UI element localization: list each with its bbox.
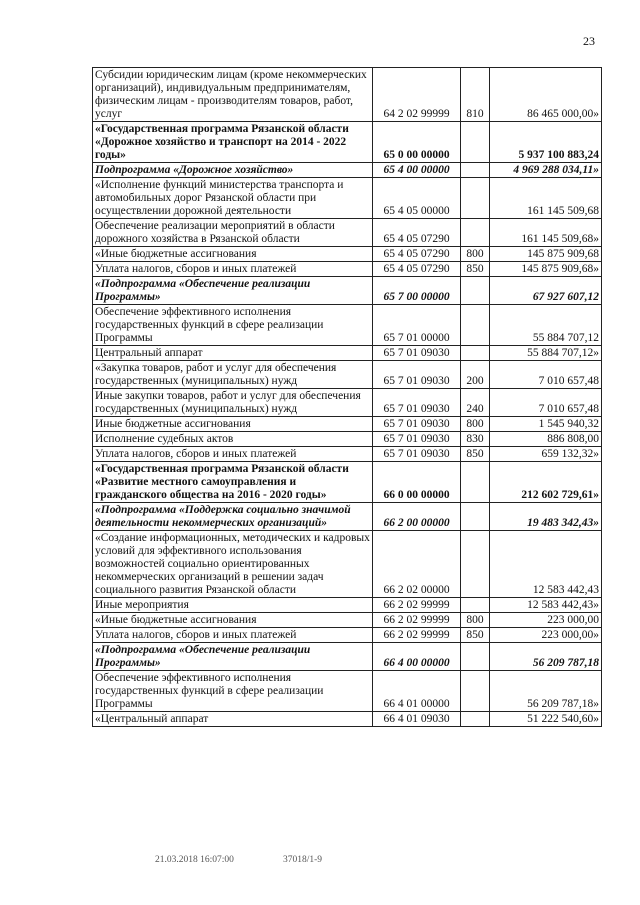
row-code-cell: 65 7 01 09030 — [373, 447, 461, 462]
row-amount-cell: 19 483 342,43» — [490, 503, 602, 531]
row-code-cell: 65 7 01 09030 — [373, 389, 461, 417]
row-name-cell: Субсидии юридическим лицам (кроме некоммерческих организаций), индивидуальным предпринимателям, физическим лицам - производителям товаров, работ, услуг — [93, 68, 373, 122]
row-amount-cell: 55 884 707,12» — [490, 346, 602, 361]
row-code-cell: 66 0 00 00000 — [373, 462, 461, 503]
row-vr-cell — [461, 462, 490, 503]
row-vr-cell: 810 — [461, 68, 490, 122]
row-vr-cell — [461, 643, 490, 671]
row-vr-cell: 240 — [461, 389, 490, 417]
row-code-cell: 65 7 00 00000 — [373, 277, 461, 305]
table-row — [93, 462, 602, 503]
row-name-cell: «Исполнение функций министерства транспорта и автомобильных дорог Рязанской области при осуществлении дорожной деятельности — [93, 178, 373, 219]
row-amount-cell: 145 875 909,68 — [490, 247, 602, 262]
row-code-cell: 66 2 02 99999 — [373, 598, 461, 613]
row-amount-cell: 7 010 657,48 — [490, 389, 602, 417]
table-row — [93, 247, 602, 262]
table-row — [93, 68, 602, 122]
row-vr-cell — [461, 346, 490, 361]
row-code-cell: 66 2 02 99999 — [373, 628, 461, 643]
row-code-cell: 66 2 00 00000 — [373, 503, 461, 531]
row-amount-cell: 223 000,00 — [490, 613, 602, 628]
table-row — [93, 643, 602, 671]
row-amount-cell: 55 884 707,12 — [490, 305, 602, 346]
row-amount-cell: 145 875 909,68» — [490, 262, 602, 277]
table-row — [93, 432, 602, 447]
footer-datetime: 21.03.2018 16:07:00 — [155, 855, 234, 865]
table-row — [93, 503, 602, 531]
row-amount-cell: 67 927 607,12 — [490, 277, 602, 305]
table-row — [93, 163, 602, 178]
row-name-cell: Обеспечение реализации мероприятий в области дорожного хозяйства в Рязанской области — [93, 219, 373, 247]
row-amount-cell: 12 583 442,43 — [490, 531, 602, 598]
row-amount-cell: 56 209 787,18 — [490, 643, 602, 671]
row-amount-cell: 223 000,00» — [490, 628, 602, 643]
table-row — [93, 361, 602, 389]
row-name-cell: «Иные бюджетные ассигнования — [93, 613, 373, 628]
row-amount-cell: 886 808,00 — [490, 432, 602, 447]
row-name-cell: Уплата налогов, сборов и иных платежей — [93, 628, 373, 643]
row-name-cell: Иные мероприятия — [93, 598, 373, 613]
row-amount-cell: 5 937 100 883,24 — [490, 122, 602, 163]
row-amount-cell: 1 545 940,32 — [490, 417, 602, 432]
row-amount-cell: 56 209 787,18» — [490, 671, 602, 712]
row-vr-cell — [461, 503, 490, 531]
table-row — [93, 389, 602, 417]
table-row — [93, 277, 602, 305]
table-row — [93, 262, 602, 277]
row-code-cell: 66 4 00 00000 — [373, 643, 461, 671]
table-row — [93, 178, 602, 219]
budget-table — [92, 67, 602, 727]
row-name-cell: «Иные бюджетные ассигнования — [93, 247, 373, 262]
footer-doc-number: 37018/1-9 — [283, 855, 323, 865]
table-row — [93, 712, 602, 727]
row-name-cell: Уплата налогов, сборов и иных платежей — [93, 262, 373, 277]
budget-table-body — [93, 68, 602, 727]
table-row — [93, 346, 602, 361]
row-vr-cell — [461, 219, 490, 247]
row-name-cell: «Подпрограмма «Обеспечение реализации Программы» — [93, 643, 373, 671]
row-name-cell: Подпрограмма «Дорожное хозяйство» — [93, 163, 373, 178]
row-code-cell: 66 4 01 00000 — [373, 671, 461, 712]
row-name-cell: «Государственная программа Рязанской области «Развитие местного самоуправления и гражданского общества на 2016 - 2020 годы» — [93, 462, 373, 503]
row-vr-cell: 800 — [461, 613, 490, 628]
row-amount-cell: 86 465 000,00» — [490, 68, 602, 122]
row-name-cell: Исполнение судебных актов — [93, 432, 373, 447]
table-row — [93, 531, 602, 598]
row-name-cell: «Государственная программа Рязанской области «Дорожное хозяйство и транспорт на 2014 - 2022 годы» — [93, 122, 373, 163]
row-code-cell: 65 4 05 07290 — [373, 262, 461, 277]
row-code-cell: 65 7 01 09030 — [373, 346, 461, 361]
row-vr-cell — [461, 531, 490, 598]
row-name-cell: Центральный аппарат — [93, 346, 373, 361]
row-code-cell: 64 2 02 99999 — [373, 68, 461, 122]
row-amount-cell: 161 145 509,68 — [490, 178, 602, 219]
table-row — [93, 598, 602, 613]
row-name-cell: «Подпрограмма «Поддержка социально значимой деятельности некоммерческих организаций» — [93, 503, 373, 531]
row-code-cell: 65 4 05 07290 — [373, 219, 461, 247]
table-row — [93, 671, 602, 712]
row-code-cell: 66 2 02 00000 — [373, 531, 461, 598]
row-name-cell: «Центральный аппарат — [93, 712, 373, 727]
row-vr-cell — [461, 178, 490, 219]
row-name-cell: Обеспечение эффективного исполнения государственных функций в сфере реализации Программы — [93, 305, 373, 346]
table-row — [93, 613, 602, 628]
row-code-cell: 65 7 01 09030 — [373, 417, 461, 432]
row-vr-cell — [461, 671, 490, 712]
row-code-cell: 65 7 01 09030 — [373, 361, 461, 389]
page-number: 23 — [583, 34, 595, 48]
row-code-cell: 66 2 02 99999 — [373, 613, 461, 628]
row-name-cell: Иные закупки товаров, работ и услуг для обеспечения государственных (муниципальных) нужд — [93, 389, 373, 417]
row-name-cell: Уплата налогов, сборов и иных платежей — [93, 447, 373, 462]
row-code-cell: 66 4 01 09030 — [373, 712, 461, 727]
row-code-cell: 65 4 05 07290 — [373, 247, 461, 262]
row-code-cell: 65 4 00 00000 — [373, 163, 461, 178]
row-vr-cell: 830 — [461, 432, 490, 447]
row-code-cell: 65 4 05 00000 — [373, 178, 461, 219]
row-amount-cell: 12 583 442,43» — [490, 598, 602, 613]
row-name-cell: Обеспечение эффективного исполнения государственных функций в сфере реализации Программы — [93, 671, 373, 712]
table-row — [93, 417, 602, 432]
table-row — [93, 122, 602, 163]
row-code-cell: 65 7 01 09030 — [373, 432, 461, 447]
row-amount-cell: 212 602 729,61» — [490, 462, 602, 503]
row-vr-cell — [461, 163, 490, 178]
row-vr-cell: 850 — [461, 628, 490, 643]
row-vr-cell — [461, 122, 490, 163]
row-vr-cell — [461, 598, 490, 613]
table-row — [93, 447, 602, 462]
row-vr-cell: 800 — [461, 247, 490, 262]
row-amount-cell: 161 145 509,68» — [490, 219, 602, 247]
table-row — [93, 628, 602, 643]
row-vr-cell: 200 — [461, 361, 490, 389]
table-row — [93, 305, 602, 346]
row-amount-cell: 51 222 540,60» — [490, 712, 602, 727]
row-code-cell: 65 7 01 00000 — [373, 305, 461, 346]
row-vr-cell — [461, 712, 490, 727]
row-name-cell: «Закупка товаров, работ и услуг для обеспечения государственных (муниципальных) нужд — [93, 361, 373, 389]
table-row — [93, 219, 602, 247]
row-name-cell: Иные бюджетные ассигнования — [93, 417, 373, 432]
row-vr-cell: 850 — [461, 447, 490, 462]
row-vr-cell — [461, 305, 490, 346]
row-amount-cell: 659 132,32» — [490, 447, 602, 462]
row-vr-cell: 800 — [461, 417, 490, 432]
row-code-cell: 65 0 00 00000 — [373, 122, 461, 163]
row-vr-cell: 850 — [461, 262, 490, 277]
row-name-cell: «Подпрограмма «Обеспечение реализации Программы» — [93, 277, 373, 305]
row-amount-cell: 7 010 657,48 — [490, 361, 602, 389]
row-vr-cell — [461, 277, 490, 305]
row-name-cell: «Создание информационных, методических и кадровых условий для эффективного использования возможностей социально ориентированных некоммерческих организаций в решении задач социального развития Рязанской области — [93, 531, 373, 598]
row-amount-cell: 4 969 288 034,11» — [490, 163, 602, 178]
